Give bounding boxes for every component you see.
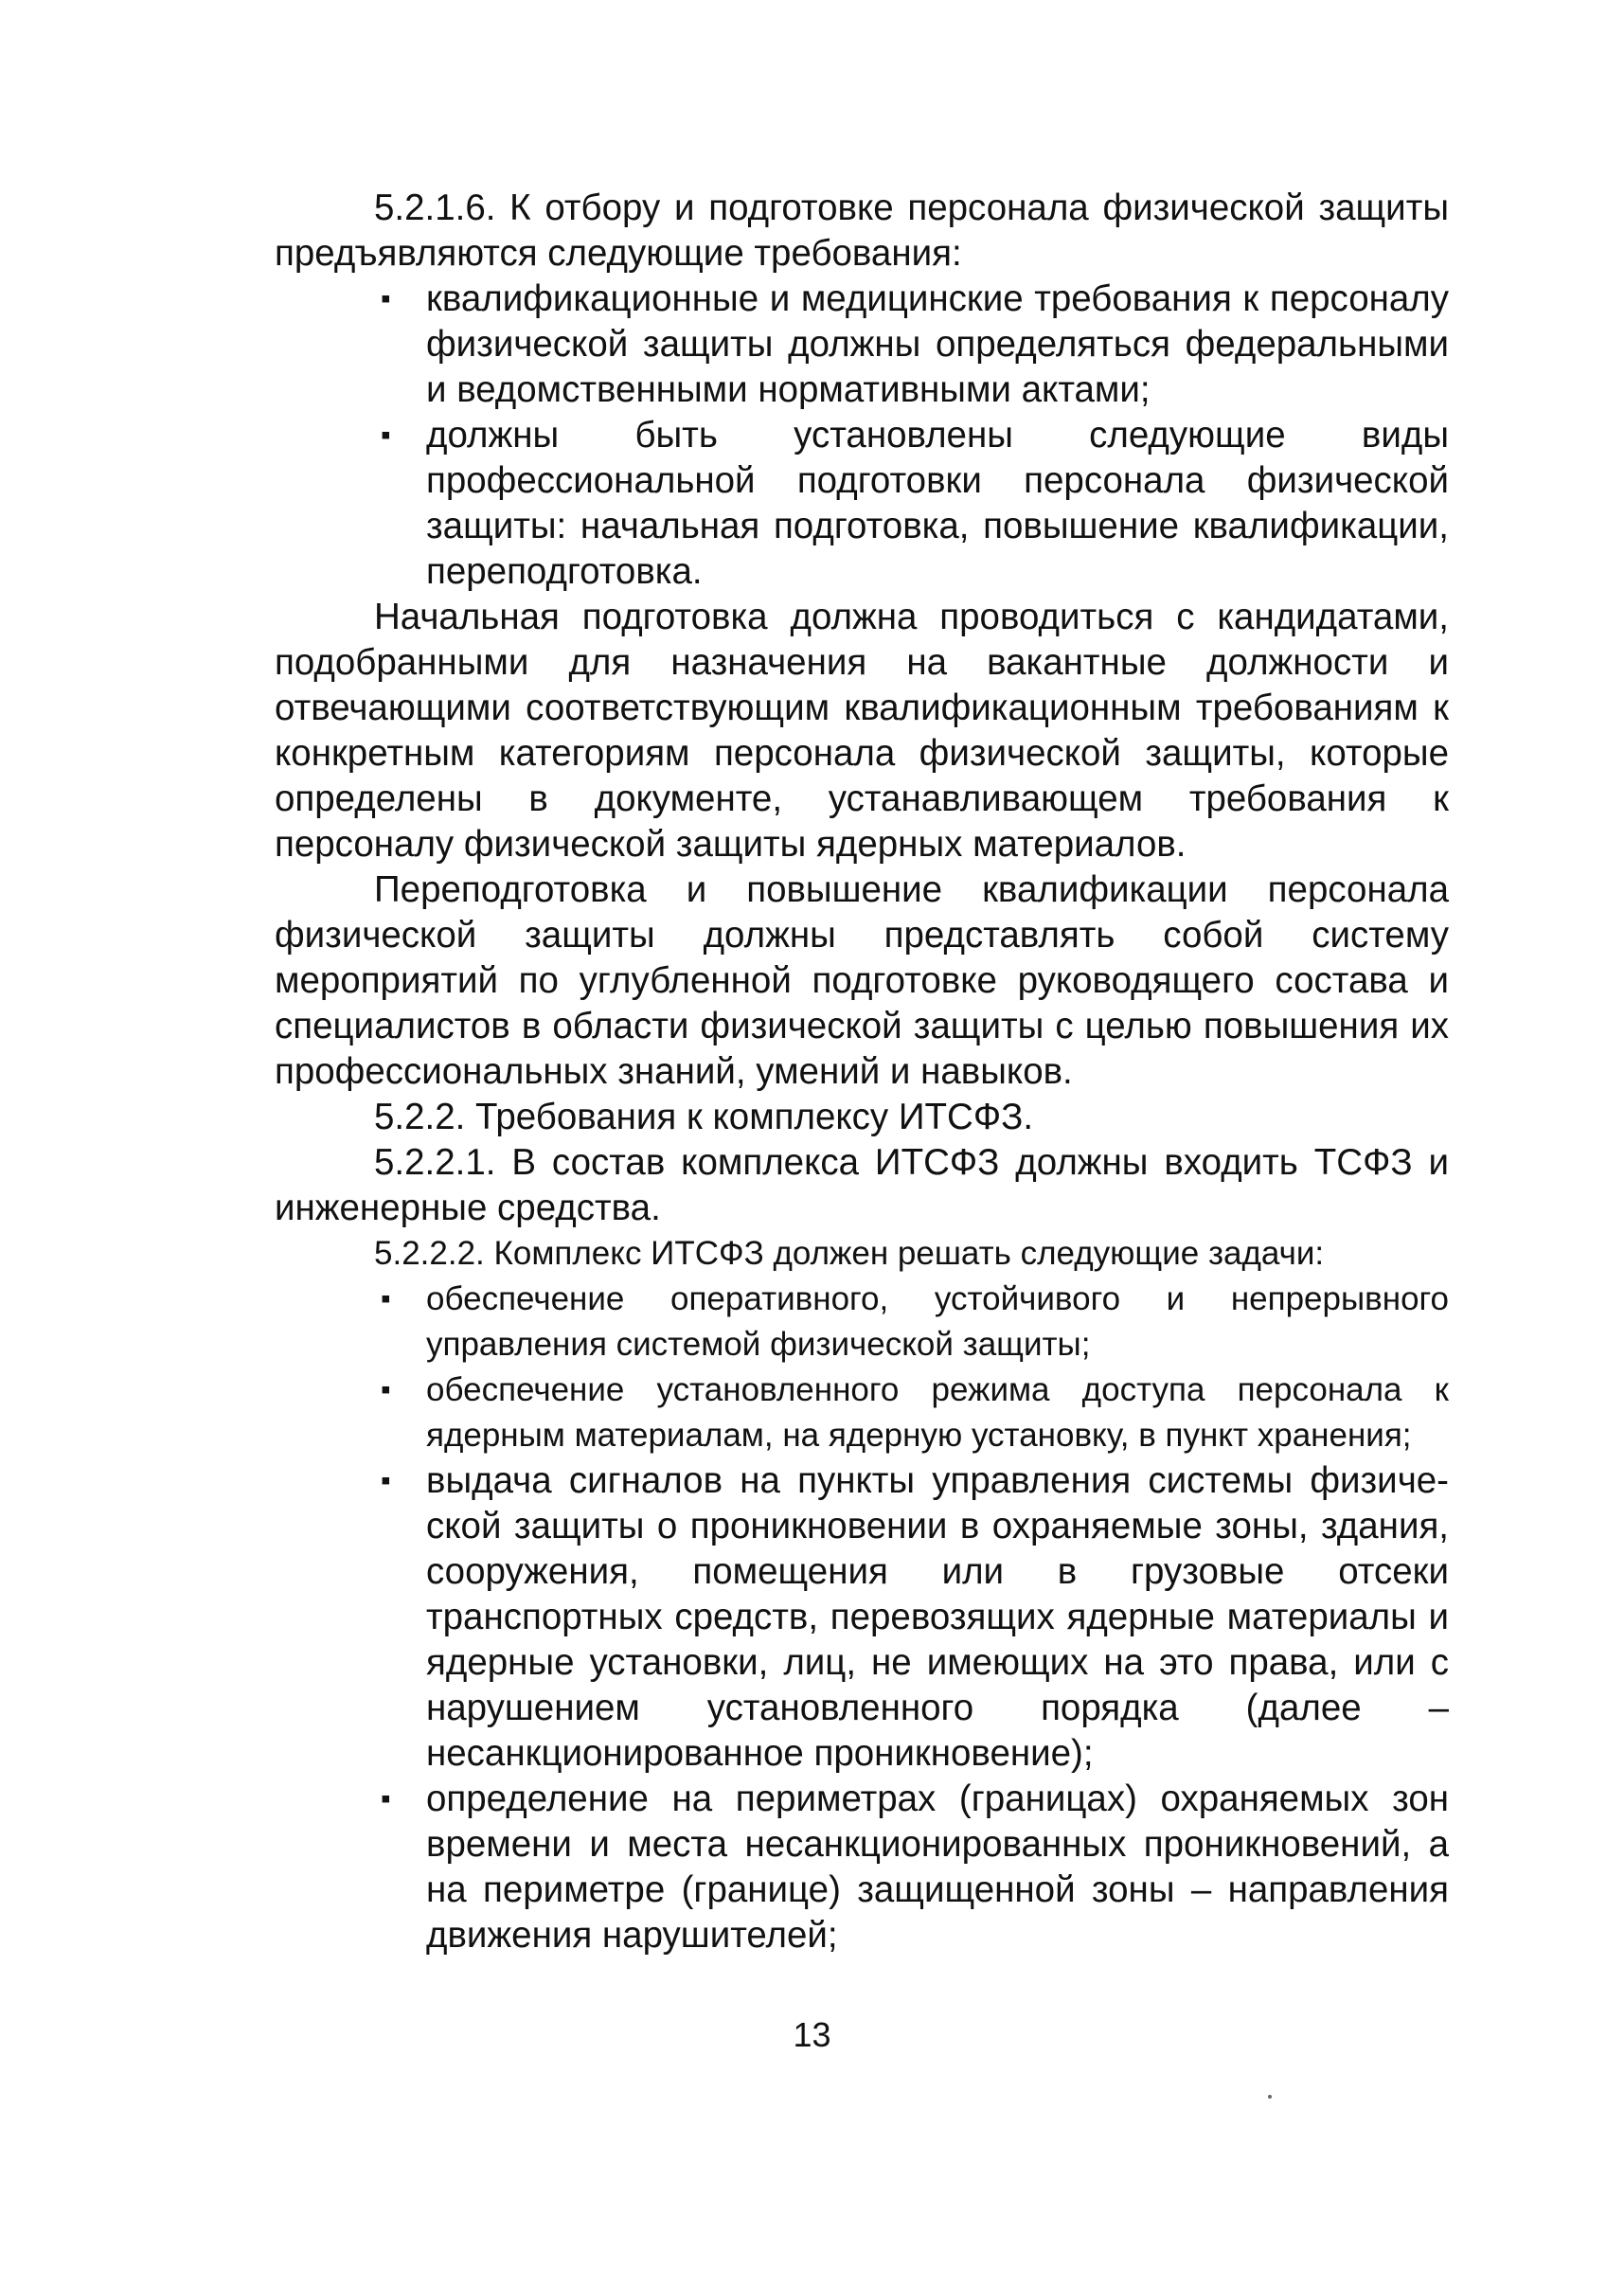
initial-training-paragraph: Начальная подготовка должна проводиться с кандидатами, подобранными для назначения на вакантные должности и отвечающими соответствующим квалификационным требованиям к конкретным категориям персонала физической защиты, которые определены в документе, устанавливающем требования к персоналу физической защиты ядерных материалов.	[275, 597, 1449, 865]
list-item	[275, 413, 1449, 595]
list-item	[275, 1458, 1449, 1777]
bullet-icon: ▪	[381, 1465, 391, 1496]
list-item-text: выдача сигналов на пункты управления системы физической защиты о проникновении в охраняемые зоны, здания, сооружения, помещения или в грузовые отсеки транспортных средств, перевозящих ядерные материалы и ядерные установки, лиц, не имеющих на это права, или с нарушением установленного порядка (далее – несанкционированное проникновение);	[426, 1460, 1449, 1774]
section-5-2-2-heading: 5.2.2. Требования к комплексу ИТСФЗ.	[374, 1097, 1034, 1137]
list-item	[275, 1777, 1449, 1958]
list-item-text: определение на периметрах (границах) охраняемых зон времени и места несанкционированных проникновений, а на периметре (границе) защищенной зоны – направления движения нарушителей;	[426, 1778, 1449, 1956]
list-item	[275, 1367, 1449, 1458]
bullet-icon: ▪	[381, 1783, 391, 1814]
list-item-text: обеспечение оперативного, устойчивого и непрерывного управления системой физической защиты;	[426, 1280, 1449, 1363]
personnel-requirements-list	[275, 277, 1449, 595]
list-item	[275, 277, 1449, 413]
retraining-paragraph: Переподготовка и повышение квалификации персонала физической защиты должны представлять собой систему мероприятий по углубленной подготовке руководящего состава и специалистов в области физической защиты с целью повышения их профессиональных знаний, умений и навыков.	[275, 869, 1449, 1092]
bullet-icon: ▪	[381, 283, 391, 314]
document-body	[275, 186, 1449, 1958]
page-number: 13	[793, 2015, 831, 2054]
bullet-icon: ▪	[381, 1283, 391, 1314]
bullet-icon: ▪	[381, 420, 391, 451]
section-5-2-1-6-intro: 5.2.1.6. К отбору и подготовке персонала физической защиты предъявляются следующие требования:	[275, 188, 1449, 274]
scan-speck	[1268, 2095, 1272, 2099]
bullet-icon: ▪	[381, 1374, 391, 1405]
item-5-2-2-1: 5.2.2.1. В состав комплекса ИТСФЗ должны входить ТСФЗ и инженерные средства.	[275, 1142, 1449, 1228]
item-5-2-2-2-intro: 5.2.2.2. Комплекс ИТСФЗ должен решать следующие задачи:	[374, 1235, 1325, 1272]
list-item	[275, 1277, 1449, 1367]
list-item-text: квалификационные и медицинские требования к персоналу физической защиты должны определяться федеральными и ведомственными нормативными актами;	[426, 278, 1449, 410]
itsfz-tasks-list	[275, 1277, 1449, 1958]
list-item-text: обеспечение установленного режима доступа персонала к ядерным материалам, на ядерную установку, в пункт хранения;	[426, 1371, 1449, 1454]
list-item-text: должны быть установлены следующие виды профессиональной подготовки персонала физической защиты: начальная подготовка, повышение квалификации, переподготовка.	[426, 415, 1449, 592]
